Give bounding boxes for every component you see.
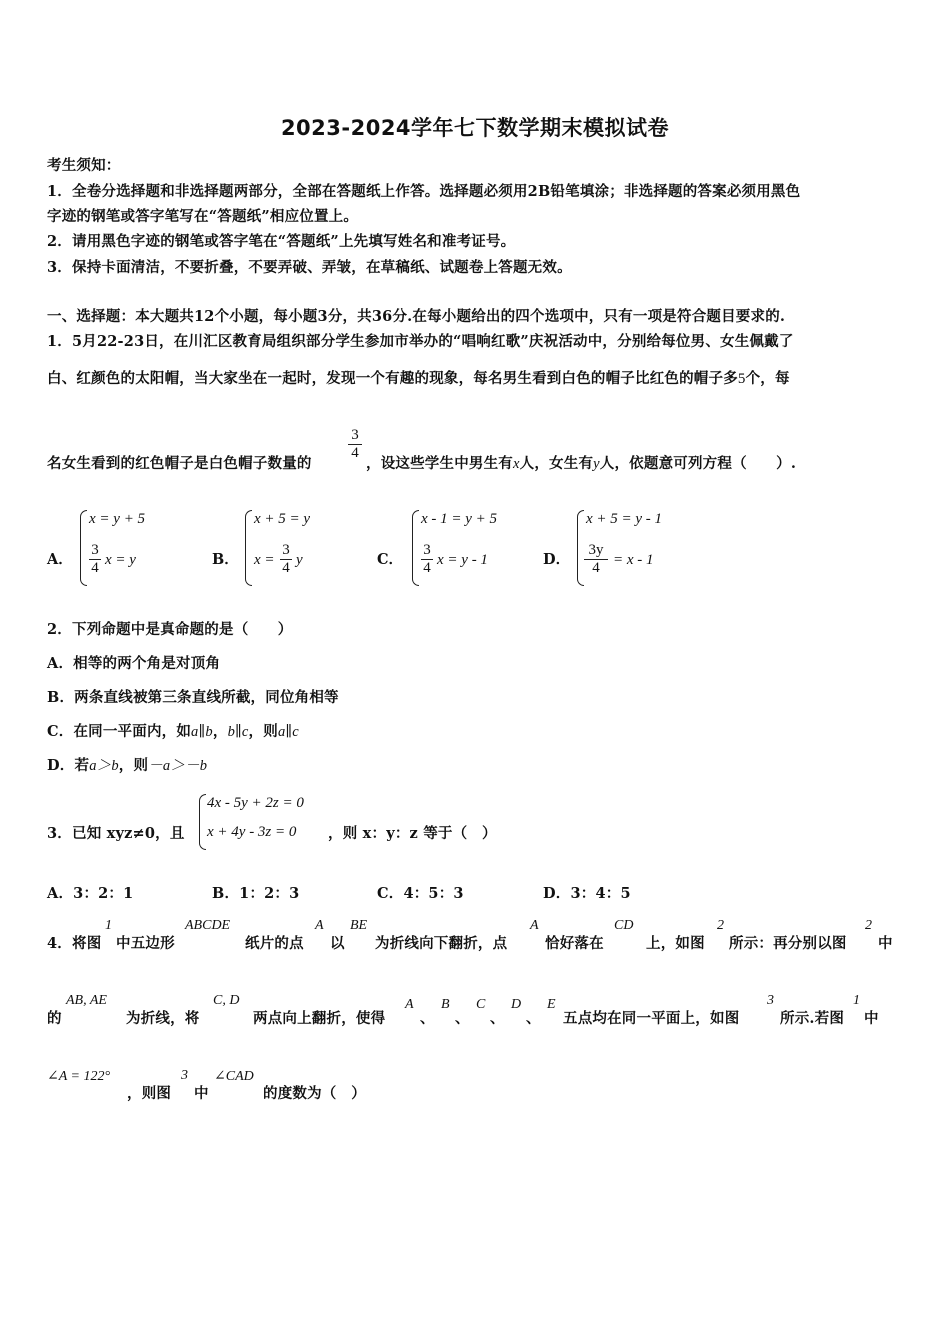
q4-text: 纸片的点 <box>245 935 304 952</box>
option-c-eq2: x = y - 1 <box>437 552 488 568</box>
q1-fraction <box>348 427 362 462</box>
q4-math: A <box>315 918 324 933</box>
q4-text: 、 <box>526 1010 541 1027</box>
q2-option-a: A．相等的两个角是对顶角 <box>47 655 221 672</box>
q4-text: 中 <box>194 1085 209 1102</box>
q1-line3-text: 人，依题意可列方程（ ）. <box>599 455 797 472</box>
q1-line2-text: 白、红颜色的太阳帽，当大家坐在一起时，发现一个有趣的现象，每名男生看到白色的帽子比红色的帽子多 <box>47 370 738 387</box>
q1-line2-text: 个，每 <box>745 370 790 387</box>
notice-item: 2．请用黑色字迹的钢笔或答字笔在“答题纸”上先填写姓名和准考证号。 <box>47 233 516 250</box>
option-b-eq1: x + 5 = y <box>254 511 311 527</box>
q4-text: ，则图 <box>127 1085 172 1102</box>
q4-text: 以 <box>330 935 345 952</box>
fraction-numerator: 3 <box>91 542 99 558</box>
q4-math: 2 <box>717 918 724 933</box>
q1-line2 <box>47 367 790 388</box>
q4-math: B <box>441 997 450 1012</box>
fraction-numerator: 3 <box>423 542 431 558</box>
option-b-label: B． <box>212 551 239 568</box>
brace-icon <box>199 794 206 850</box>
fraction-denominator: 4 <box>89 559 101 577</box>
var-x: x <box>513 456 520 472</box>
fraction-numerator: 3 <box>282 542 290 558</box>
math: a∥b <box>191 724 213 740</box>
q4-math: ∠CAD <box>214 1069 254 1084</box>
option-b-fraction <box>280 542 292 577</box>
brace-icon <box>412 510 419 586</box>
notice-item: 1．全卷分选择题和非选择题两部分，全部在答题纸上作答。选择题必须用2B铅笔填涂；非选择题的答案必须用黑色 <box>47 183 801 200</box>
q4-math: ∠A = 122° <box>47 1069 111 1084</box>
q2-d-text: ，则 <box>118 757 149 774</box>
brace-icon <box>245 510 252 586</box>
page-title: 2023-2024学年七下数学期末模拟试卷 <box>280 116 670 140</box>
q4-math: ABCDE <box>185 918 231 933</box>
q1-line3-text: ，设这些学生中男生有 <box>366 455 513 472</box>
q4-math: 2 <box>865 918 872 933</box>
q4-math: E <box>547 997 556 1012</box>
q4-math: D <box>511 997 522 1012</box>
option-d-label: D． <box>543 551 571 568</box>
q4-text: 中五边形 <box>116 935 175 952</box>
q2-c-text: C．在同一平面内，如 <box>47 723 192 740</box>
option-a-label: A． <box>47 551 73 568</box>
var-y: y <box>593 456 600 472</box>
q4-text: 4．将图 <box>47 935 102 952</box>
option-a-eq2: x = y <box>105 552 136 568</box>
q4-text: 的度数为（ ） <box>263 1085 366 1102</box>
q4-math: CD <box>614 918 634 933</box>
q3-option-d: D．3：4：5 <box>543 885 631 902</box>
q1-line1: 1．5月22-23日，在川汇区教育局组织部分学生参加市举办的“唱响红歌”庆祝活动中，分别给每位男、女生佩戴了 <box>47 333 794 350</box>
fraction-denominator: 4 <box>584 559 608 577</box>
fraction-denominator: 4 <box>348 444 362 462</box>
brace-icon <box>577 510 584 586</box>
option-a-fraction <box>89 542 101 577</box>
q1-line3b <box>366 452 796 473</box>
q3-eq1: 4x - 5y + 2z = 0 <box>207 795 304 811</box>
q4-text: 中 <box>864 1010 879 1027</box>
q4-text: 为折线向下翻折，点 <box>375 935 508 952</box>
fraction-denominator: 4 <box>280 559 292 577</box>
fraction-numerator: 3y <box>588 542 604 558</box>
q2-d-text: D．若 <box>47 757 90 774</box>
q2-option-d <box>47 754 207 775</box>
option-c-label: C． <box>377 551 404 568</box>
q1-number: 5 <box>737 371 746 387</box>
q4-math: BE <box>350 918 368 933</box>
option-d-fraction <box>584 542 608 577</box>
q4-math: A <box>405 997 414 1012</box>
q2-option-c <box>47 720 299 741</box>
q2-c-text: ，则 <box>248 723 278 740</box>
q4-math: 3 <box>767 993 774 1008</box>
notice-item: 字迹的钢笔或答字笔写在“答题纸”相应位置上。 <box>47 208 359 225</box>
fraction-numerator: 3 <box>351 427 359 443</box>
q3-option-a: A．3：2：1 <box>47 885 134 902</box>
option-b-eq2-left: x = <box>254 552 275 568</box>
math: a＞b <box>89 758 119 774</box>
option-c-fraction <box>421 542 433 577</box>
q4-text: 为折线，将 <box>126 1010 200 1027</box>
q2-stem: 2．下列命题中是真命题的是（ ） <box>47 621 293 638</box>
option-d-eq1: x + 5 = y - 1 <box>586 511 663 527</box>
q4-text: 恰好落在 <box>545 935 604 952</box>
q3-option-c: C．4：5：3 <box>377 885 464 902</box>
brace-icon <box>80 510 87 586</box>
q3-stem-a: 3．已知 xyz≠0，且 <box>47 825 185 842</box>
notice-item: 3．保持卡面清洁，不要折叠，不要弄破、弄皱，在草稿纸、试题卷上答题无效。 <box>47 259 572 276</box>
option-c-eq1: x - 1 = y + 5 <box>421 511 498 527</box>
q4-text: 所示：再分别以图 <box>729 935 847 952</box>
q4-math: C, D <box>213 993 240 1008</box>
q1-line3-text: 人，女生有 <box>519 455 594 472</box>
q4-text: 两点向上翻折，使得 <box>253 1010 386 1027</box>
q2-option-b: B．两条直线被第三条直线所截，同位角相等 <box>47 689 339 706</box>
q4-math: 1 <box>105 918 112 933</box>
math: －a＞－b <box>148 758 208 774</box>
fraction-denominator: 4 <box>421 559 433 577</box>
q4-math: 1 <box>853 993 860 1008</box>
section-heading: 一、选择题：本大题共12个小题，每小题3分，共36分.在每小题给出的四个选项中，只有一项是符合题目要求的. <box>47 308 786 325</box>
q4-text: 、 <box>455 1010 470 1027</box>
q4-text: 、 <box>420 1010 435 1027</box>
math: a∥c <box>277 724 299 740</box>
q4-text: 中 <box>878 935 893 952</box>
q4-text: 上，如图 <box>646 935 705 952</box>
option-a-eq1: x = y + 5 <box>89 511 146 527</box>
math: b∥c <box>227 724 249 740</box>
q3-option-b: B．1：2：3 <box>212 885 300 902</box>
q4-text: 五点均在同一平面上，如图 <box>563 1010 740 1027</box>
q4-text: 、 <box>490 1010 505 1027</box>
q4-text: 所示.若图 <box>780 1010 845 1027</box>
q4-math: 3 <box>181 1068 188 1083</box>
notice-heading: 考生须知： <box>47 157 121 174</box>
option-b-eq2: y <box>296 552 303 568</box>
q3-eq2: x + 4y - 3z = 0 <box>207 824 297 840</box>
q2-c-text: ， <box>212 723 228 740</box>
q4-text: 的 <box>47 1010 62 1027</box>
q4-math: C <box>476 997 486 1012</box>
q4-math: AB, AE <box>66 993 107 1008</box>
q1-line3a: 名女生看到的红色帽子是白色帽子数量的 <box>47 455 312 472</box>
q3-stem-b: ，则 x：y：z 等于（ ） <box>328 825 497 842</box>
option-d-eq2: = x - 1 <box>613 552 654 568</box>
q4-math: A <box>530 918 539 933</box>
